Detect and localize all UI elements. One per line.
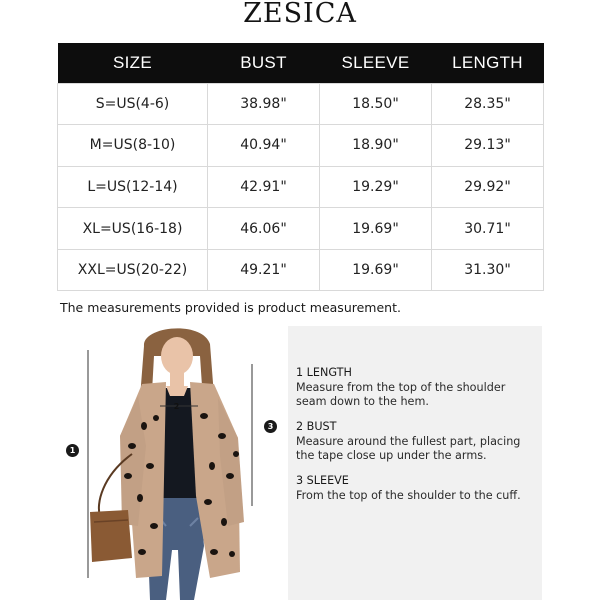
cell-length: 29.92" (432, 166, 544, 208)
column-header-length: LENGTH (432, 43, 544, 83)
length-marker: 1 (66, 444, 79, 457)
cell-size: S=US(4-6) (58, 83, 208, 125)
table-row (58, 166, 544, 208)
cell-size: XXL=US(20-22) (58, 249, 208, 291)
cell-size: M=US(8-10) (58, 125, 208, 167)
column-header-sleeve: SLEEVE (320, 43, 432, 83)
cell-bust: 46.06" (208, 208, 320, 250)
cell-length: 31.30" (432, 249, 544, 291)
cell-sleeve: 19.69" (320, 208, 432, 250)
cell-size: XL=US(16-18) (58, 208, 208, 250)
cell-sleeve: 19.29" (320, 166, 432, 208)
instruction-text: seam down to the hem. (296, 395, 429, 408)
cell-size: L=US(12-14) (58, 166, 208, 208)
instruction-text: Measure from the top of the shoulder (296, 380, 506, 394)
cell-bust: 38.98" (208, 83, 320, 125)
measurement-note: The measurements provided is product measurement. (60, 300, 401, 315)
cell-sleeve: 19.69" (320, 249, 432, 291)
table-row (58, 83, 544, 125)
instruction-title: 1 LENGTH (296, 366, 352, 379)
cell-length: 28.35" (432, 83, 544, 125)
size-chart-table (57, 43, 544, 291)
instruction-text: the tape close up under the arms. (296, 449, 487, 462)
cell-bust: 40.94" (208, 125, 320, 167)
cell-length: 30.71" (432, 208, 544, 250)
table-row (58, 125, 544, 167)
brand-logo: ZESICA (243, 0, 357, 29)
cell-length: 29.13" (432, 125, 544, 167)
instruction-text: From the top of the shoulder to the cuff. (296, 488, 521, 502)
cell-bust: 42.91" (208, 166, 320, 208)
cell-bust: 49.21" (208, 249, 320, 291)
table-row (58, 208, 544, 250)
sleeve-marker: 3 (264, 420, 277, 433)
cell-sleeve: 18.90" (320, 125, 432, 167)
model-illustration (62, 326, 288, 600)
column-header-size: SIZE (58, 43, 208, 83)
product-photo (62, 326, 288, 600)
bust-marker: 2 (173, 402, 180, 411)
instruction-sleeve (296, 474, 521, 503)
measurement-instructions-panel (288, 326, 542, 600)
column-header-bust: BUST (208, 43, 320, 83)
instruction-title: 3 SLEEVE (296, 474, 349, 487)
instruction-length (296, 366, 505, 410)
instruction-text: Measure around the fullest part, placing (296, 434, 521, 448)
cell-sleeve: 18.50" (320, 83, 432, 125)
instruction-bust (296, 420, 520, 464)
table-header-row (58, 43, 544, 83)
table-row (58, 249, 544, 291)
instruction-title: 2 BUST (296, 420, 337, 433)
